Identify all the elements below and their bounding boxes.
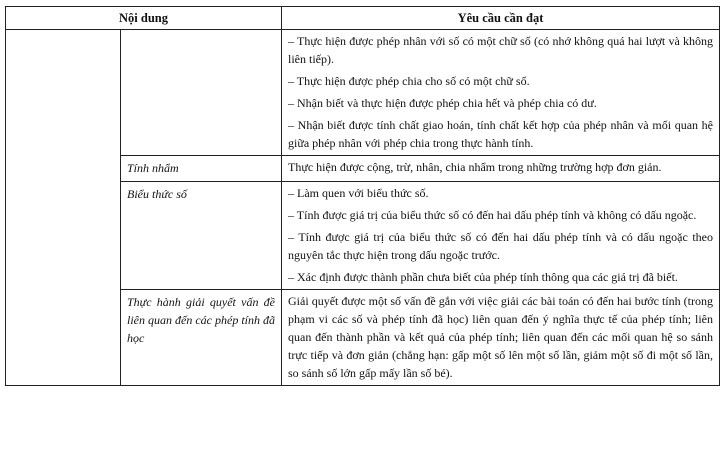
requirement-item: – Làm quen với biểu thức số. [288,186,429,200]
topic-cell: Thực hành giải quyết vấn đề liên quan đến các phép tính đã học [121,290,282,386]
requirement-item: Thực hiện được cộng, trừ, nhân, chia nhẩm trong những trường hợp đơn giản. [288,160,662,174]
topic-cell [121,30,282,156]
requirement-item: – Nhận biết được tính chất giao hoán, tính chất kết hợp của phép nhân và mối quan hệ giữa phép nhân với phép chia trong thực hành tính. [288,118,713,150]
requirement-item: Giải quyết được một số vấn đề gắn với việc giải các bài toán có đến hai bước tính (trong phạm vi các số và phép tính đã học) liên quan đến ý nghĩa thực tế của phép tính; liên quan đến thành phần và kết quả của phép tính; liên quan đến các mối quan hệ so sánh trực tiếp và đơn giản (chẳng hạn: gấp một số lên một số lần, giảm một số đi một số lần, so sánh số lớn gấp mấy lần số bé). [288,294,713,380]
requirements-cell [282,30,720,156]
curriculum-table [5,6,720,386]
requirement-item: – Xác định được thành phần chưa biết của phép tính thông qua các giá trị đã biết. [288,270,678,284]
requirements-cell [282,290,720,386]
requirement-item: – Thực hiện được phép nhân với số có một chữ số (có nhớ không quá hai lượt và không liên tiếp). [288,34,713,66]
header-requirements: Yêu cầu cần đạt [282,7,720,30]
requirement-item: – Nhận biết và thực hiện được phép chia hết và phép chia có dư. [288,96,597,110]
topic-cell: Biểu thức số [121,182,282,290]
table-row [6,30,720,156]
requirement-item: – Tính được giá trị của biểu thức số có đến hai dấu phép tính và có dấu ngoặc theo nguyên tắc thực hiện trong dấu ngoặc trước. [288,230,713,262]
topic-cell: Tính nhẩm [121,156,282,182]
requirements-cell [282,156,720,182]
header-content: Nội dung [6,7,282,30]
requirement-item: – Tính được giá trị của biểu thức số có đến hai dấu phép tính và không có dấu ngoặc. [288,208,697,222]
empty-category-cell [6,30,121,386]
requirement-item: – Thực hiện được phép chia cho số có một chữ số. [288,74,530,88]
table-header-row [6,7,720,30]
requirements-cell [282,182,720,290]
